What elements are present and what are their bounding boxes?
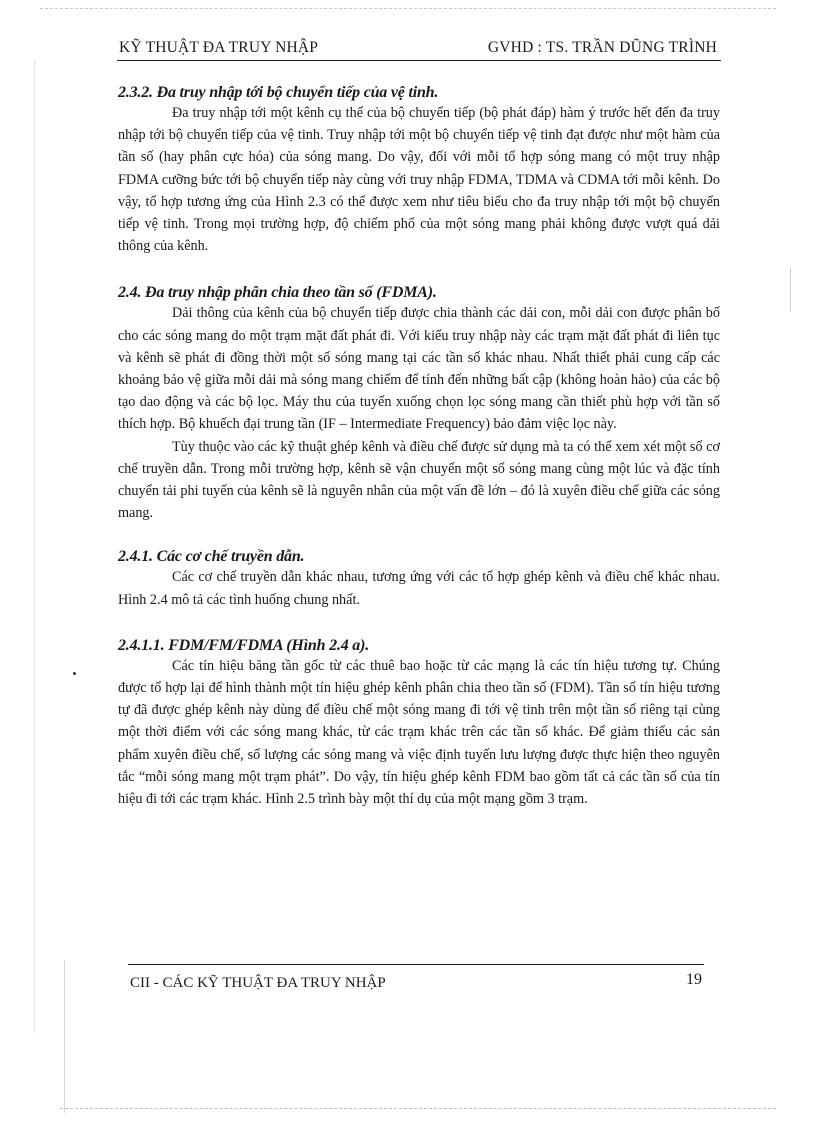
header-supervisor: GVHD : TS. TRẦN DŨNG TRÌNH [487, 39, 717, 56]
page-number: 19 [686, 971, 702, 988]
paragraph: Tùy thuộc vào các kỹ thuật ghép kênh và điều chế được sử dụng mà ta có thể xem xét một số cơ chế truyền dẫn. Trong mỗi trường hợp, kênh sẽ vận chuyển một số sóng mang cùng một lúc và đặc tính chuyển tải phi tuyến của kênh sẽ là nguyên nhân của một vấn đề lớn – đó là xuyên điều chế giữa các sóng mang. [118, 438, 720, 522]
paragraph: Các cơ chế truyền dẫn khác nhau, tương ứng với các tổ hợp ghép kênh và điều chế khác nhau. Hình 2.4 mô tả các tình huống chung nhất. [118, 569, 720, 608]
scan-speck [73, 672, 76, 675]
paragraph: Đa truy nhập tới một kênh cụ thể của bộ chuyển tiếp (bộ phát đáp) hàm ý trước hết đến đa truy nhập tới bộ chuyển tiếp của vệ tinh. Truy nhập tới một bộ chuyển tiếp vệ tinh đạt được như một hàm của tần số (hay phân cực hóa) của sóng mang. Do vậy, đối với mỗi tổ hợp sóng mang có một truy nhập FDMA cưỡng bức tới bộ chuyển tiếp này cùng với truy nhập FDMA, TDMA và CDMA tới mỗi kênh. Do vậy, tổ hợp tương ứng của Hình 2.3 có thể được xem như tiêu biểu cho đa truy nhập tới một bộ chuyển tiếp vệ tinh. Trong mọi trường hợp, độ chiếm phổ của một sóng mang phải không được vượt quá dải thông của kênh. [118, 105, 720, 255]
paragraph: Dải thông của kênh của bộ chuyển tiếp được chia thành các dải con, mỗi dải con được phân bố cho các sóng mang do một trạm mặt đất phát đi. Với kiểu truy nhập này các trạm mặt đất phát đi liên tục và kênh sẽ phát đi đồng thời một số sóng mang tại các tần số khác nhau. Nhất thiết phải cung cấp các khoảng bảo vệ giữa mỗi dải mà sóng mang chiếm để tính đến những bất cập (không hoàn hảo) của các bộ tạo dao động và các bộ lọc. Máy thu của tuyến xuống chọn lọc sóng mang cần thiết phù hợp với tần số thích hợp. Bộ khuếch đại trung tần (IF – Intermediate Frequency) bảo đảm việc lọc này. [118, 305, 720, 433]
heading-2-4-1: 2.4.1. Các cơ chế truyền dẫn. [118, 548, 305, 566]
page-footer [128, 964, 704, 995]
scan-edge-left [34, 60, 35, 1033]
scan-edge-left-lower [64, 960, 65, 1113]
paragraph: Các tín hiệu băng tần gốc từ các thuê bao hoặc từ các mạng là các tín hiệu tương tự. Chúng được tổ hợp lại để hình thành một tín hiệu ghép kênh phân chia theo tần số (FDM). Tần số tín hiệu tương tự đã được ghép kênh này dùng để điều chế một sóng mang đi tới vệ tinh trên một tần số riêng tại cùng một thời điểm với các sóng mang khác, từ các trạm khác trên các tần số khác. Để giảm thiểu các sản phẩm xuyên điều chế, số lượng các sóng mang và việc định tuyến lưu lượng được thực hiện theo nguyên tắc “mỗi sóng mang một trạm phát”. Do vậy, tín hiệu ghép kênh FDM bao gồm tất cả các tần số của tín hiệu đi tới các trạm khác. Hình 2.5 trình bày một thí dụ của một mạng gồm 3 trạm. [118, 657, 720, 808]
footer-chapter: CII - CÁC KỸ THUẬT ĐA TRUY NHẬP [130, 975, 386, 991]
page-body [118, 84, 720, 810]
scan-edge-bottom [60, 1108, 776, 1109]
heading-2-3-2: 2.3.2. Đa truy nhập tới bộ chuyển tiếp của vệ tinh. [118, 84, 439, 101]
scan-edge-right [790, 268, 791, 312]
scan-edge-top [40, 8, 776, 9]
heading-2-4-1-1: 2.4.1.1. FDM/FM/FDMA (Hình 2.4 a). [118, 636, 370, 654]
header-title: KỸ THUẬT ĐA TRUY NHẬP [119, 39, 319, 56]
heading-2-4: 2.4. Đa truy nhập phân chia theo tần số (FDMA). [118, 284, 437, 302]
page-header [117, 36, 721, 61]
